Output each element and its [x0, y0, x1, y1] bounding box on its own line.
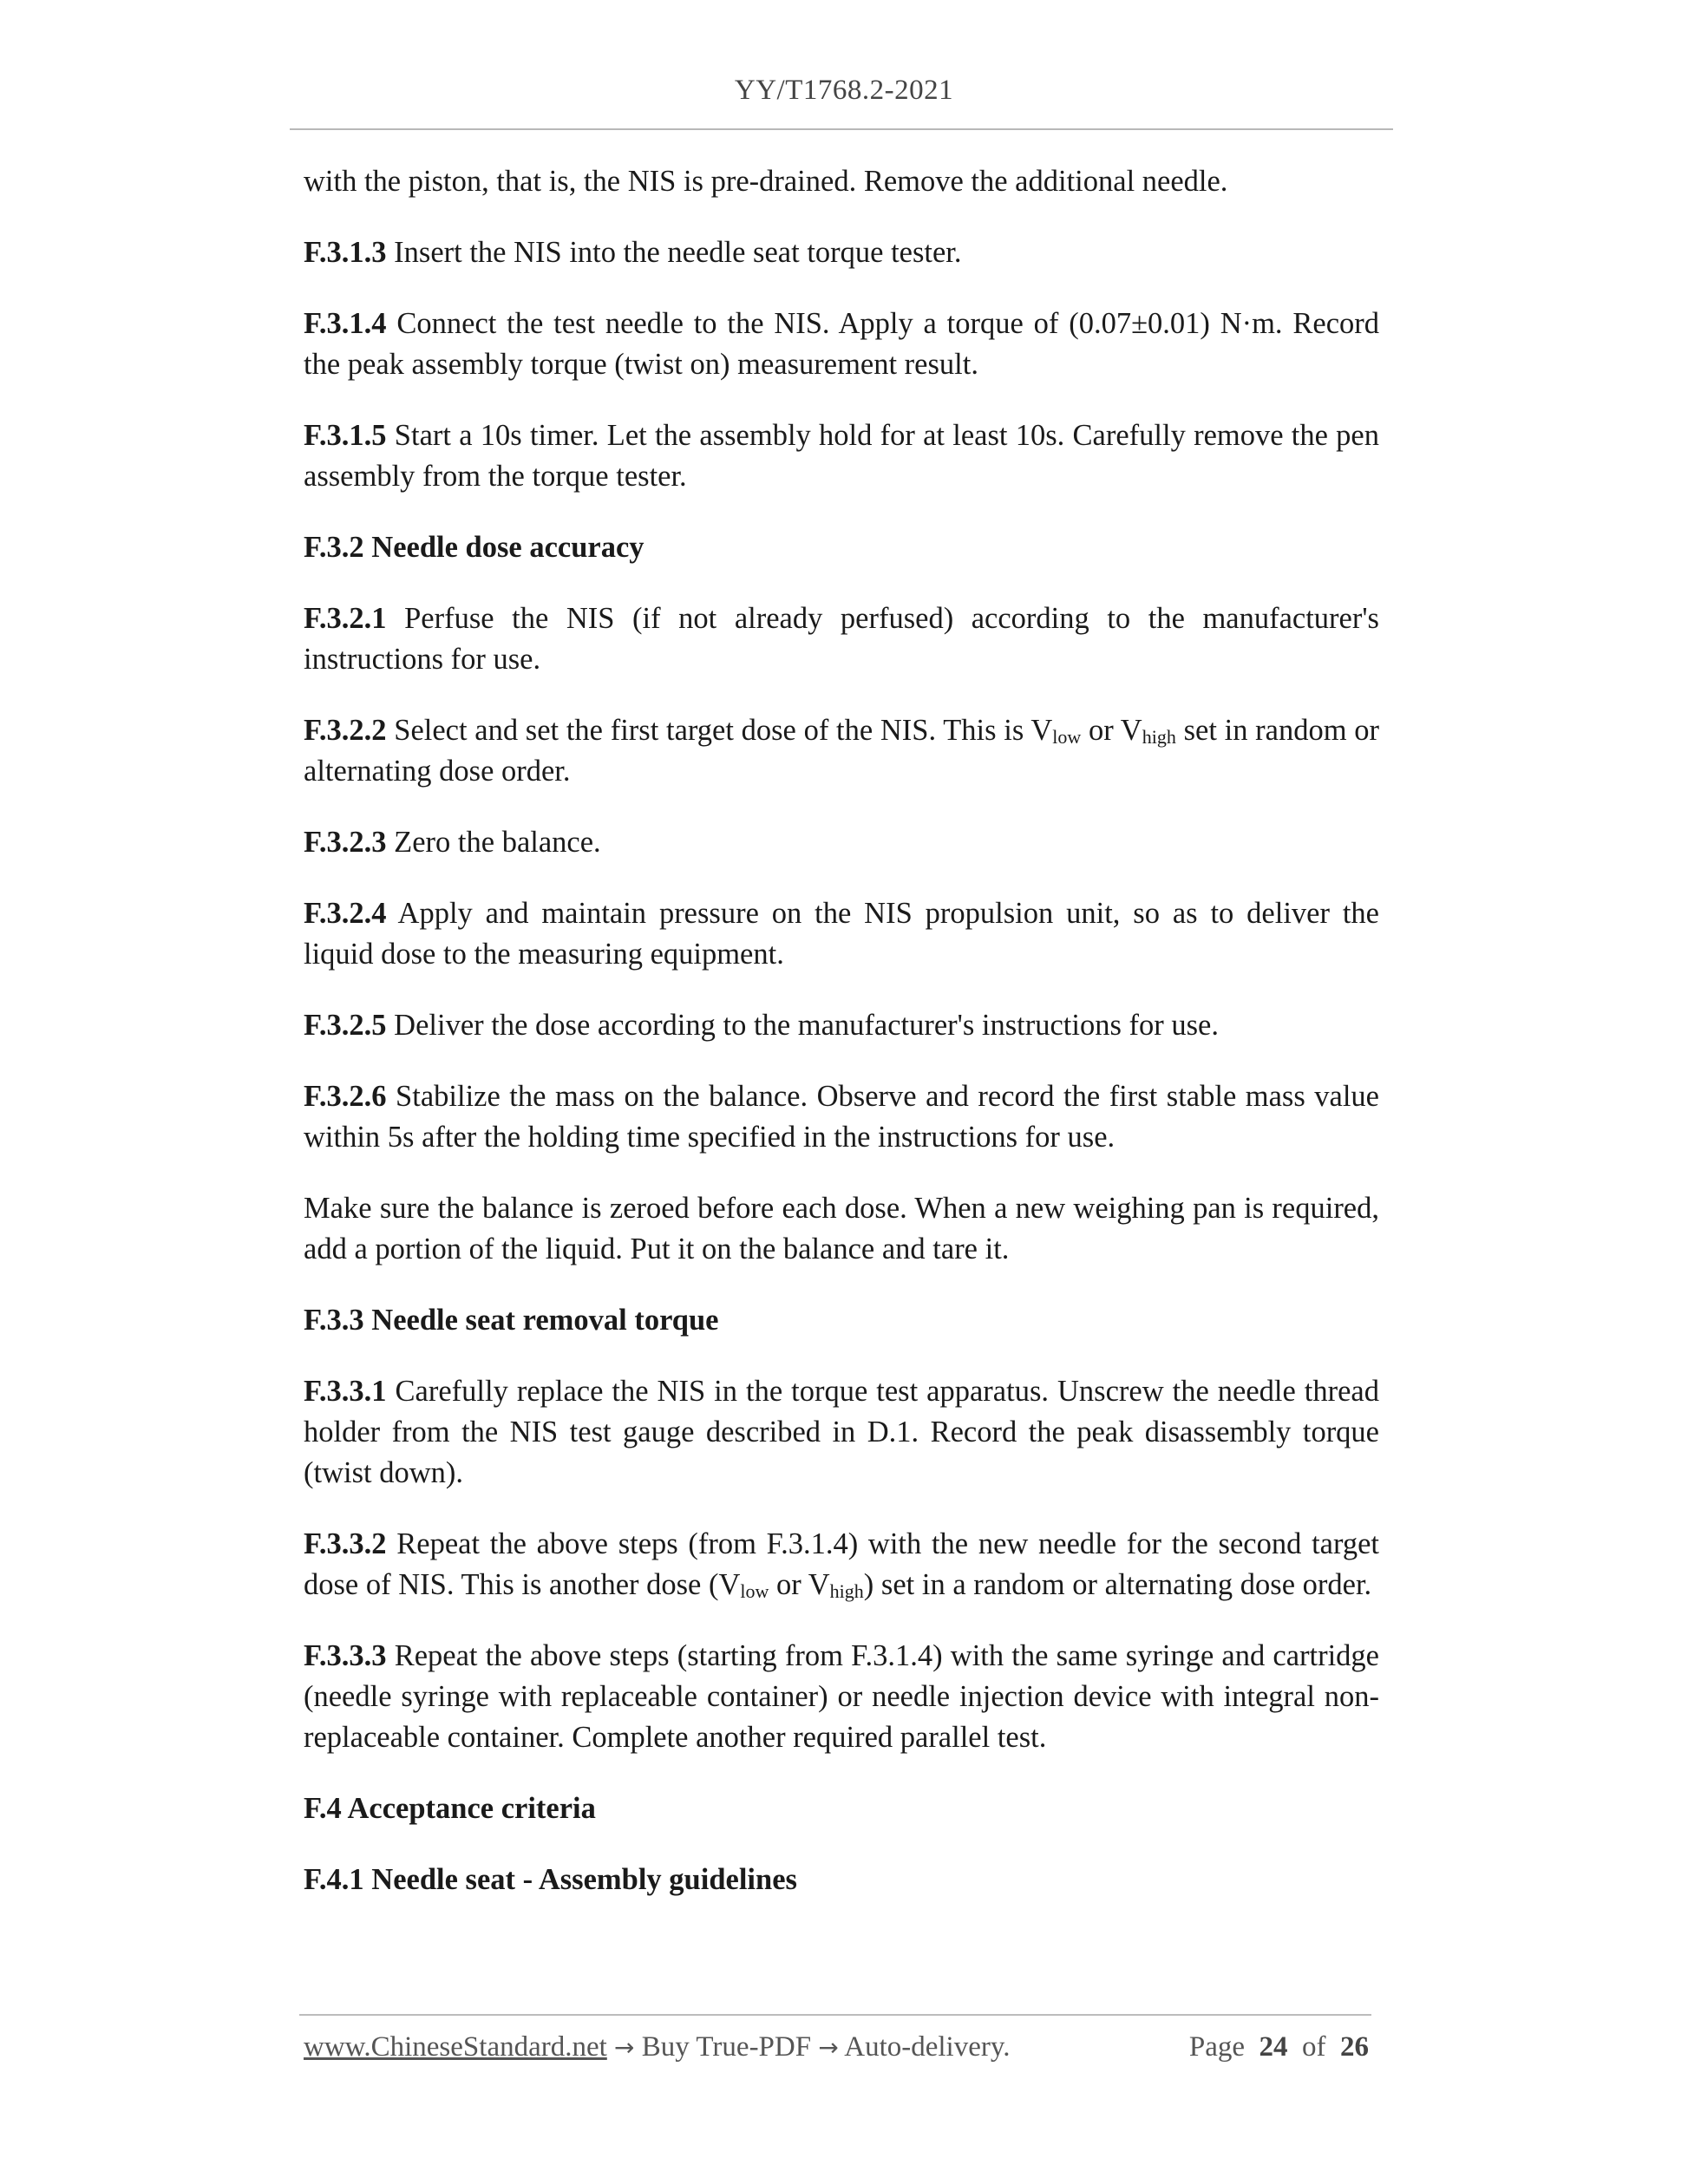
clause-f-3-2-6 — [304, 1076, 1379, 1158]
clause-text: Start a 10s timer. Let the assembly hold for at least 10s. Carefully remove the pen assembly from the torque tester. — [304, 419, 1379, 493]
section-heading-f-4: F.4 Acceptance criteria — [304, 1792, 596, 1825]
of-label: of — [1302, 2031, 1326, 2063]
page-body — [304, 161, 1379, 1931]
subscript: low — [1052, 726, 1082, 748]
clause-text: Carefully replace the NIS in the torque test apparatus. Unscrew the needle thread holder from the NIS test gauge described in D.1. Record the peak disassembly torque (twist down). — [304, 1375, 1379, 1489]
clause-f-3-1-3 — [304, 232, 1379, 273]
clause-number: F.3.2.2 — [304, 714, 387, 747]
clause-text: or V — [1081, 714, 1142, 747]
footer-divider — [299, 2014, 1371, 2016]
clause-text: Perfuse the NIS (if not already perfused) according to the manufacturer's instructions for use. — [304, 602, 1379, 676]
clause-text: Zero the balance. — [386, 826, 601, 859]
subscript: high — [1142, 726, 1176, 748]
footer-delivery-text: Auto-delivery. — [838, 2031, 1011, 2063]
clause-text: Repeat the above steps (from F.3.1.4) with the new needle for the second target dose of NIS. This is another dose (V — [304, 1527, 1379, 1601]
clause-text: Stabilize the mass on the balance. Observe and record the first stable mass value within 5s after the holding time specified in the instructions for use. — [304, 1080, 1379, 1154]
section-heading-f-3-3: F.3.3 Needle seat removal torque — [304, 1304, 719, 1337]
page-total: 26 — [1340, 2031, 1369, 2063]
page-label: Page — [1188, 2031, 1245, 2063]
subscript: high — [829, 1580, 864, 1602]
clause-f-3-2-2 — [304, 710, 1379, 792]
clause-number: F.3.2.6 — [304, 1080, 387, 1113]
clause-text: set in random or alternating dose order. — [304, 714, 1380, 788]
clause-number: F.3.2.1 — [304, 602, 387, 635]
clause-number: F.3.2.3 — [304, 826, 387, 859]
running-header: YY/T1768.2-2021 — [734, 75, 954, 106]
clause-number: F.3.1.3 — [304, 236, 387, 269]
footer-promo — [304, 2031, 1010, 2063]
clause-number: F.3.3.3 — [304, 1639, 387, 1672]
clause-text: or V — [769, 1568, 830, 1601]
clause-f-3-1-5 — [304, 415, 1379, 497]
clause-f-3-3-2 — [304, 1524, 1379, 1605]
page-indicator — [1189, 2031, 1369, 2063]
page-number: 24 — [1259, 2031, 1288, 2063]
clause-text: Deliver the dose according to the manufacturer's instructions for use. — [386, 1009, 1219, 1042]
clause-number: F.3.3.2 — [304, 1527, 387, 1560]
clause-f-3-1-4 — [304, 304, 1379, 385]
clause-text: Apply and maintain pressure on the NIS propulsion unit, so as to deliver the liquid dose to the measuring equipment. — [304, 897, 1379, 971]
clause-number: F.3.2.4 — [304, 897, 387, 930]
clause-text: Repeat the above steps (starting from F.3.1.4) with the same syringe and cartridge (needle syringe with replaceable container) or needle injection device with integral non-replaceable container. Complete another required parallel test. — [304, 1639, 1379, 1754]
header-divider — [290, 128, 1393, 130]
clause-f-3-2-3 — [304, 822, 1379, 863]
clause-text: ) set in a random or alternating dose order. — [863, 1568, 1372, 1601]
clause-f-3-2-5 — [304, 1005, 1379, 1046]
clause-text: Insert the NIS into the needle seat torque tester. — [386, 236, 962, 269]
arrow-right-icon: → — [614, 2033, 635, 2062]
arrow-right-icon: → — [818, 2033, 839, 2062]
clause-f-3-3-1 — [304, 1371, 1379, 1494]
section-heading-f-4-1: F.4.1 Needle seat - Assembly guidelines — [304, 1863, 797, 1896]
clause-text: Select and set the first target dose of the NIS. This is V — [386, 714, 1053, 747]
clause-number: F.3.2.5 — [304, 1009, 387, 1042]
clause-f-3-3-3 — [304, 1636, 1379, 1758]
paragraph-continuation: with the piston, that is, the NIS is pre-drained. Remove the additional needle. — [304, 165, 1228, 198]
note-paragraph: Make sure the balance is zeroed before each dose. When a new weighing pan is required, add a portion of the liquid. Put it on the balance and tare it. — [304, 1192, 1379, 1265]
clause-number: F.3.1.5 — [304, 419, 387, 452]
clause-number: F.3.3.1 — [304, 1375, 387, 1408]
subscript: low — [740, 1580, 769, 1602]
section-heading-f-3-2: F.3.2 Needle dose accuracy — [304, 531, 644, 564]
clause-text: Connect the test needle to the NIS. Apply a torque of (0.07±0.01) N·m. Record the peak assembly torque (twist on) measurement result. — [304, 307, 1379, 381]
clause-f-3-2-4 — [304, 893, 1379, 975]
footer-buy-text: Buy True-PDF — [634, 2031, 819, 2063]
website-link[interactable]: www.ChineseStandard.net — [304, 2031, 607, 2063]
clause-f-3-2-1 — [304, 598, 1379, 680]
clause-number: F.3.1.4 — [304, 307, 387, 340]
